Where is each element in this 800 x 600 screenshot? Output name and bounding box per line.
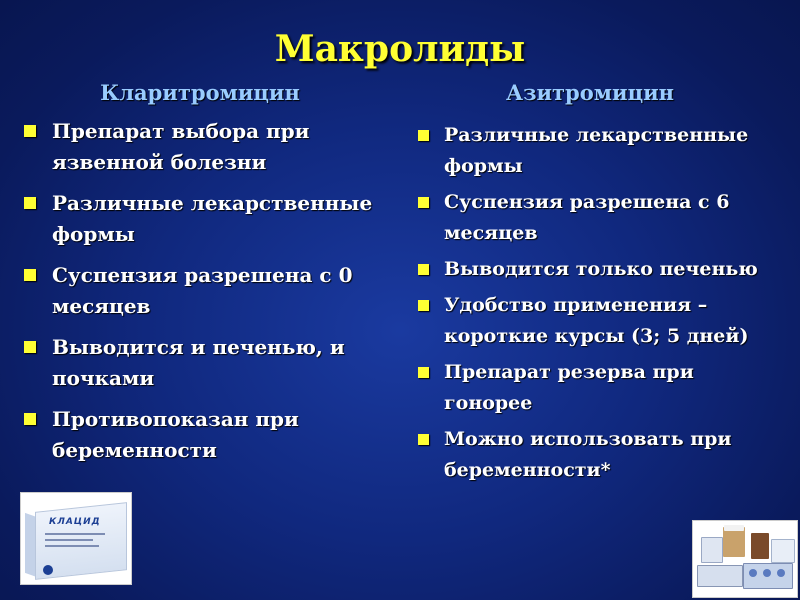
list-item: [416, 424, 796, 486]
square-bullet-icon: [418, 197, 429, 208]
list-item-line: беременности: [52, 438, 217, 462]
list-item-line: беременности*: [444, 459, 611, 481]
square-bullet-icon: [418, 367, 429, 378]
pill-icon: [763, 569, 771, 577]
square-bullet-icon: [418, 434, 429, 445]
azithromycin-packages-image: [692, 520, 798, 598]
list-item-line: Препарат резерва при: [444, 361, 694, 383]
package-stripe: [45, 533, 105, 535]
abbott-logo-icon: [43, 565, 53, 575]
list-item: [416, 120, 796, 182]
azithromycin-list: [416, 120, 796, 491]
list-item: [20, 260, 400, 322]
list-item-line: месяцев: [444, 222, 538, 244]
list-item-line: Выводится только печенью: [444, 258, 758, 280]
list-item-line: Различные лекарственные: [52, 191, 373, 215]
page-title: Макролиды: [274, 28, 526, 70]
list-item: [20, 188, 400, 250]
square-bullet-icon: [418, 264, 429, 275]
list-item: [416, 187, 796, 249]
list-item-line: формы: [444, 155, 523, 177]
square-bullet-icon: [24, 125, 36, 137]
list-item: [416, 357, 796, 419]
medicine-bottle-icon: [723, 527, 745, 557]
square-bullet-icon: [24, 269, 36, 281]
square-bullet-icon: [24, 341, 36, 353]
package-stripe: [45, 539, 93, 541]
pill-icon: [777, 569, 785, 577]
medicine-box-icon: [771, 539, 795, 563]
square-bullet-icon: [418, 300, 429, 311]
list-item-line: короткие курсы (3; 5 дней): [444, 325, 749, 347]
list-item-line: Противопоказан при: [52, 407, 299, 431]
medicine-box-icon: [697, 565, 743, 587]
bottle-cap-icon: [724, 525, 744, 531]
list-item-line: гонорее: [444, 392, 533, 414]
list-item-line: Суспензия разрешена с 6: [444, 191, 730, 213]
list-item: [416, 290, 796, 352]
list-item-line: Можно использовать при: [444, 428, 732, 450]
klacid-package-image: [20, 492, 132, 585]
package-brand-label: КЛАЦИД: [49, 517, 101, 527]
clarithromycin-list: [20, 116, 400, 476]
list-item: [20, 332, 400, 394]
pill-icon: [749, 569, 757, 577]
list-item-line: Выводится и печенью, и: [52, 335, 345, 359]
list-item: [20, 116, 400, 178]
list-item-line: язвенной болезни: [52, 150, 267, 174]
column-heading-azithromycin: Азитромицин: [505, 80, 675, 105]
list-item-line: Суспензия разрешена с 0: [52, 263, 353, 287]
list-item-line: Различные лекарственные: [444, 124, 749, 146]
medicine-bottle-icon: [751, 533, 769, 559]
package-stripe: [45, 545, 99, 547]
list-item: [20, 404, 400, 466]
list-item-line: Препарат выбора при: [52, 119, 310, 143]
medicine-box-icon: [701, 537, 723, 563]
square-bullet-icon: [24, 413, 36, 425]
list-item-line: Удобство применения –: [444, 294, 708, 316]
square-bullet-icon: [418, 130, 429, 141]
list-item-line: почками: [52, 366, 155, 390]
list-item-line: формы: [52, 222, 135, 246]
square-bullet-icon: [24, 197, 36, 209]
list-item-line: месяцев: [52, 294, 151, 318]
column-heading-clarithromycin: Кларитромицин: [100, 80, 300, 105]
list-item: [416, 254, 796, 285]
